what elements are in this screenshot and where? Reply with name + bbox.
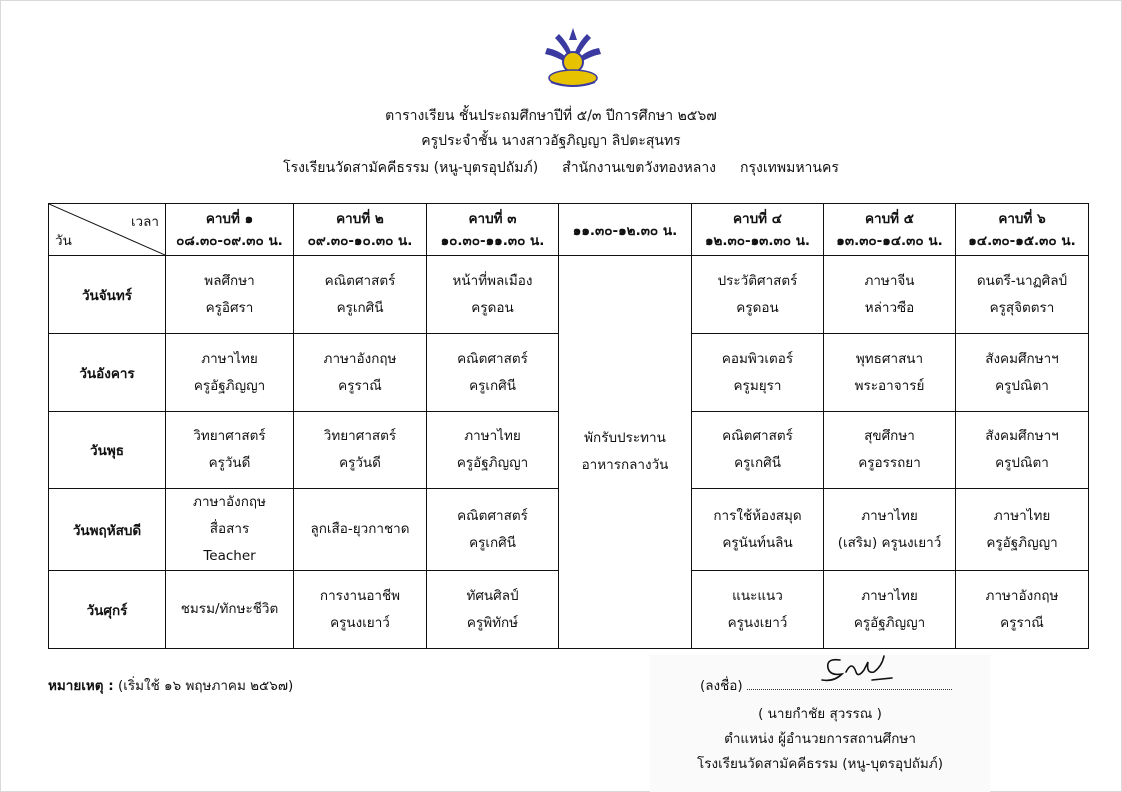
subject: คณิตศาสตร์ [324,272,396,289]
header-row [49,204,1089,256]
class-cell [824,256,956,334]
period-4-header [692,204,824,256]
subject: คณิตศาสตร์ [722,428,793,444]
remark-label: หมายเหตุ : [48,678,114,694]
director-position: ตำแหน่ง ผู้อำนวยการสถานศึกษา [724,731,916,747]
timetable [48,203,1089,649]
teacher: ครูปณิตา [995,455,1049,471]
teacher: ครูอรรถยา [858,455,921,471]
teacher: ครูวันดี [339,455,381,471]
teacher: ครูเกศินี [469,377,516,394]
subject: คณิตศาสตร์ [457,507,528,524]
remark [48,674,293,696]
period-2-header [294,204,427,256]
class-cell [692,412,824,489]
subject: ทัศนศิลป์ [466,587,519,604]
teacher: ครูเกศินี [336,299,384,316]
period-3-header [427,204,559,256]
subject: แนะแนว [732,587,783,604]
class-cell [427,256,559,334]
class-cell [824,412,956,489]
corner-cell [49,204,166,256]
class-cell [427,334,559,412]
homeroom-teacher: ครูประจำชั้น นางสาวอัฐภิญญา ลิปตะสุนทร [421,133,681,149]
teacher: ครูราณี [1000,614,1044,631]
district-office: สำนักงานเขตวังทองหลาง [562,160,717,176]
period-time: ๑๐.๓๐-๑๑.๓๐ น. [440,232,545,249]
period-6-header [956,204,1089,256]
class-cell [692,571,824,649]
period-time: ๐๘.๓๐-๐๙.๓๐ น. [176,232,283,249]
subject: สุขศึกษา [864,428,915,444]
subject: ภาษาไทย [464,428,521,444]
period-label: คาบที่ ๓ [468,210,517,227]
teacher: ครูดอน [736,299,779,316]
class-cell [427,571,559,649]
teacher: ครูนงเยาว์ [330,614,390,631]
subject: วิทยาศาสตร์ [193,428,266,444]
subject: ภาษาจีน [864,272,915,289]
subject-detail: สื่อสาร [209,521,250,537]
class-cell [956,489,1089,571]
teacher: พระอาจารย์ [854,377,925,394]
subject: ภาษาไทย [201,350,258,367]
period-time: ๑๔.๓๐-๑๕.๓๐ น. [968,232,1076,249]
subject: ดนตรี-นาฏศิลป์ [976,272,1068,289]
subject: ภาษาอังกฤษ [193,494,266,510]
subject: วิทยาศาสตร์ [323,428,397,444]
period-1-header [166,204,294,256]
period-label: คาบที่ ๑ [205,210,254,227]
teacher: ครูอัฐภิญญา [456,455,529,471]
corner-day-label: วัน [55,233,72,249]
class-cell [166,571,294,649]
teacher: ครูอิศรา [205,299,254,316]
teacher: หล่าวซือ [864,299,915,316]
class-cell [166,412,294,489]
subject: คณิตศาสตร์ [457,350,528,367]
school-logo-icon [541,26,605,92]
class-cell [427,489,559,571]
class-cell [294,489,427,571]
teacher: (เสริม) ครูนงเยาว์ [837,534,942,551]
school-line [0,158,1122,178]
teacher: ครูดอน [471,299,514,316]
class-cell [956,571,1089,649]
subject: ชมรม/ทักษะชีวิต [180,601,279,617]
remark-text: (เริ่มใช้ ๑๖ พฤษภาคม ๒๕๖๗) [117,678,294,694]
period-label: คาบที่ ๖ [998,210,1046,227]
class-cell [427,412,559,489]
teacher: ครูเกศินี [469,534,516,551]
lunch-text: อาหารกลางวัน [581,457,669,473]
period-time: ๐๙.๓๐-๑๐.๓๐ น. [307,232,413,249]
subject: หน้าที่พลเมือง [452,272,533,289]
subject: ภาษาอังกฤษ [323,350,397,367]
lunch-break-cell [559,256,692,649]
teacher: Teacher [203,548,256,564]
period-time: ๑๒.๓๐-๑๓.๓๐ น. [704,232,811,249]
class-cell [956,412,1089,489]
subject: การใช้ห้องสมุด [713,507,802,524]
teacher: ครูอัฐภิญญา [986,534,1058,551]
handwritten-signature-icon [812,650,902,690]
class-cell [692,489,824,571]
teacher: ครูมยุรา [733,377,782,394]
subject: ภาษาไทย [861,587,918,604]
class-cell [166,489,294,571]
subject: พลศึกษา [204,272,255,289]
lunch-header: ๑๑.๓๐-๑๒.๓๐ น. [559,204,692,256]
class-cell [824,334,956,412]
subject: ภาษาไทย [861,507,918,524]
lunch-text: พักรับประทาน [584,430,666,446]
period-label: คาบที่ ๒ [336,210,384,227]
class-cell [166,334,294,412]
class-cell [692,256,824,334]
class-cell [956,256,1089,334]
director-school: โรงเรียนวัดสามัคคีธรรม (หนู-บุตรอุปถัมภ์) [697,756,943,772]
period-5-header [824,204,956,256]
teacher: ครูสุจิตตรา [989,299,1055,316]
school-name: โรงเรียนวัดสามัคคีธรรม (หนู-บุตรอุปถัมภ์) [283,160,539,176]
class-cell [956,334,1089,412]
director-name: ( นายกำชัย สุวรรณ ) [758,706,882,722]
teacher: ครูราณี [338,377,382,394]
teacher: ครูนันท์นลิน [722,534,793,551]
period-label: คาบที่ ๕ [865,210,914,227]
subject: การงานอาชีพ [319,587,401,604]
subject: ภาษาไทย [993,507,1051,524]
subject: พุทธศาสนา [855,350,924,367]
teacher: ครูปณิตา [995,377,1049,394]
subject: ภาษาอังกฤษ [985,587,1059,604]
teacher: ครูนงเยาว์ [727,614,788,631]
teacher: ครูอัฐภิญญา [193,377,266,394]
period-label: คาบที่ ๔ [733,210,782,227]
teacher: ครูพิทักษ์ [466,614,519,631]
day-label: วันพุธ [49,412,166,489]
teacher: ครูเกศินี [734,455,781,471]
row-monday [49,256,1089,334]
class-cell [166,256,294,334]
subject: คอมพิวเตอร์ [721,350,794,367]
day-label: วันจันทร์ [49,256,166,334]
sign-label: (ลงชื่อ) [700,678,743,694]
period-time: ๑๓.๓๐-๑๔.๓๐ น. [836,232,943,249]
class-cell [692,334,824,412]
subject: ประวัติศาสตร์ [717,272,798,289]
corner-time-label: เวลา [130,214,159,230]
class-cell [824,571,956,649]
class-cell [294,256,427,334]
class-cell [294,412,427,489]
day-label: วันอังคาร [49,334,166,412]
subject: สังคมศึกษาฯ [985,428,1059,444]
subject: สังคมศึกษาฯ [985,350,1059,367]
class-cell [824,489,956,571]
schedule-title: ตารางเรียน ชั้นประถมศึกษาปีที่ ๕/๓ ปีการศึกษา ๒๕๖๗ [385,108,717,124]
teacher: ครูวันดี [208,455,251,471]
province: กรุงเทพมหานคร [740,160,839,176]
day-label: วันศุกร์ [49,571,166,649]
class-cell [294,571,427,649]
teacher: ครูอัฐภิญญา [853,614,926,631]
day-label: วันพฤหัสบดี [49,489,166,571]
class-cell [294,334,427,412]
subject: ลูกเสือ-ยุวกาชาด [310,521,410,537]
